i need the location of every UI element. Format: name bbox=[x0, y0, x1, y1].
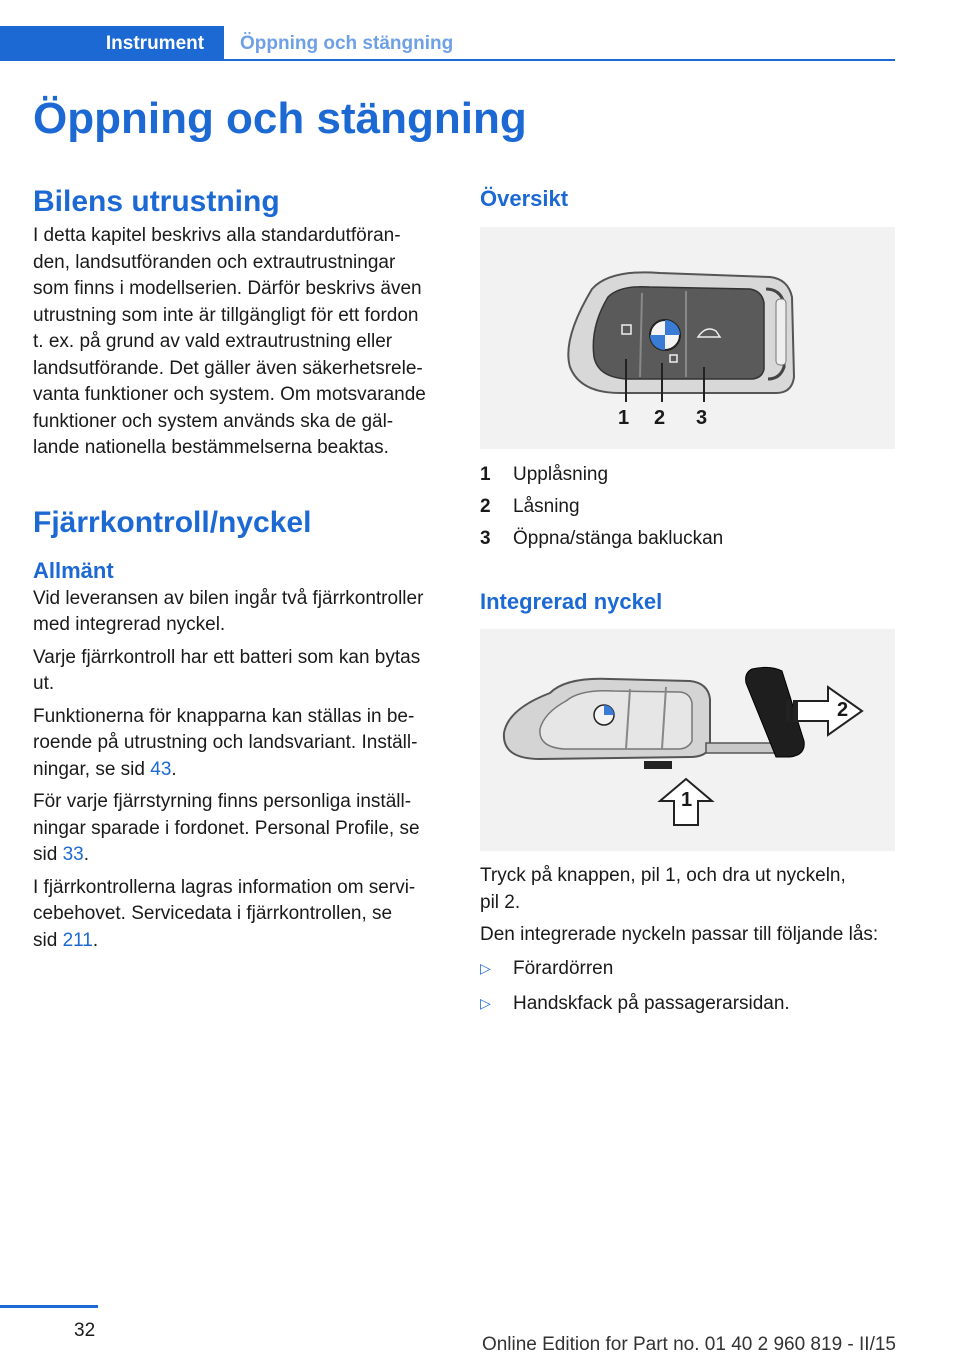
tab-instrument[interactable]: Instrument bbox=[0, 26, 224, 61]
text-line: För varje fjärrstyrning finns personliga inställ‐ bbox=[33, 791, 412, 812]
list-item-number: 3 bbox=[480, 528, 491, 549]
list-item-number: 2 bbox=[480, 496, 491, 517]
text-line: Vid leveransen av bilen ingår två fjärrkontroller bbox=[33, 587, 424, 609]
text-line: I fjärrkontrollerna lagras information om servi‐ bbox=[33, 876, 416, 898]
integrated-key-figure bbox=[480, 629, 895, 851]
paragraph-installningar bbox=[33, 789, 448, 869]
text-line: pil 2. bbox=[480, 891, 521, 913]
section-title-fjarrkontroll: Fjärrkontroll/nyckel bbox=[33, 505, 312, 539]
text-line: utrustning som inte är tillgängligt för ett fordon bbox=[33, 304, 419, 326]
list-item bbox=[480, 523, 898, 555]
section-bilens-utrustning-text bbox=[33, 223, 448, 462]
text-line: Funktionerna för knapparna kan ställas in be‐ bbox=[33, 705, 415, 727]
subsection-title-oversikt: Översikt bbox=[480, 186, 569, 211]
integrated-key-illustration bbox=[480, 629, 895, 851]
text-line: t. ex. på grund av vald extrautrustning eller bbox=[33, 331, 393, 352]
section-title-bilens-utrustning: Bilens utrustning bbox=[33, 185, 280, 218]
page-number: 32 bbox=[74, 1320, 96, 1341]
page-title: Öppning och stängning bbox=[33, 94, 527, 143]
list-item bbox=[480, 459, 898, 491]
lock-list bbox=[480, 951, 898, 1021]
text-line: funktioner och system används ska de gäl‐ bbox=[33, 410, 394, 432]
triangle-bullet-icon: ▷ bbox=[480, 959, 491, 976]
list-item-label: Låsning bbox=[513, 496, 580, 517]
text-punct: . bbox=[83, 844, 89, 865]
text-punct: . bbox=[171, 758, 177, 780]
text-line: med integrerad nyckel. bbox=[33, 614, 226, 635]
text-line: Varje fjärrkontroll har ett batteri som kan bytas bbox=[33, 646, 421, 668]
page-link-33[interactable]: 33 bbox=[62, 844, 84, 865]
left-column bbox=[33, 183, 448, 954]
text-line: sid bbox=[33, 844, 63, 865]
subsection-title-allmant: Allmänt bbox=[33, 557, 114, 583]
paragraph-funktioner bbox=[33, 704, 448, 784]
page-link-43[interactable]: 43 bbox=[150, 758, 172, 780]
text-line: som finns i modellserien. Därför beskrivs även bbox=[33, 278, 422, 299]
overview-list bbox=[480, 459, 898, 555]
list-item bbox=[480, 986, 898, 1021]
text-line: Tryck på knappen, pil 1, och dra ut nyckeln, bbox=[480, 865, 846, 886]
text-punct: . bbox=[92, 929, 99, 951]
figure2-label-2: 2 bbox=[837, 699, 849, 721]
text-line: ningar sparade i fordonet. Personal Profile, se bbox=[33, 817, 420, 839]
paragraph-batteri bbox=[33, 645, 448, 698]
figure2-label-1: 1 bbox=[681, 789, 693, 811]
key-fob-overview-figure bbox=[480, 227, 895, 449]
figure1-label-1: 1 bbox=[618, 407, 630, 429]
text-line: vanta funktioner och system. Om motsvarande bbox=[33, 384, 426, 405]
list-item-label: Förardörren bbox=[513, 957, 614, 979]
header-tabs bbox=[0, 26, 895, 62]
footer-edition: Online Edition for Part no. 01 40 2 960 819 - II/15 bbox=[481, 1334, 896, 1355]
header-divider bbox=[0, 59, 895, 61]
text-line: I detta kapitel beskrivs alla standardutföran‐ bbox=[33, 225, 401, 246]
list-item-label: Upplåsning bbox=[513, 464, 609, 485]
triangle-bullet-icon: ▷ bbox=[480, 994, 491, 1011]
list-item-number: 1 bbox=[480, 464, 491, 485]
subsection-title-integrerad-nyckel: Integrerad nyckel bbox=[480, 589, 663, 614]
figure1-label-3: 3 bbox=[696, 407, 708, 429]
text-line: ut. bbox=[33, 673, 55, 694]
right-column bbox=[480, 183, 898, 1021]
paragraph-integrerade-nyckeln: Den integrerade nyckeln passar till följande lås: bbox=[480, 924, 879, 945]
text-line: lande nationella bestämmelserna beaktas. bbox=[33, 437, 389, 458]
list-item bbox=[480, 951, 898, 986]
figure1-label-2: 2 bbox=[654, 407, 666, 429]
list-item-label: Öppna/stänga bakluckan bbox=[513, 528, 724, 549]
page-link-211[interactable]: 211 bbox=[62, 929, 93, 951]
tab-oppning-och-stangning[interactable]: Öppning och stängning bbox=[240, 33, 454, 54]
text-line: ningar, se sid bbox=[33, 758, 151, 780]
key-fob-overview-illustration bbox=[480, 227, 895, 449]
text-line: roende på utrustning och landsvariant. Inställ‐ bbox=[33, 732, 418, 753]
list-item-label: Handskfack på passagerarsidan. bbox=[513, 992, 790, 1014]
paragraph-leverans bbox=[33, 586, 448, 639]
paragraph-tryck-pa-knappen bbox=[480, 863, 898, 916]
list-item bbox=[480, 491, 898, 523]
text-line: landsutförande. Det gäller även säkerhetsrele‐ bbox=[33, 357, 423, 379]
paragraph-service bbox=[33, 875, 448, 955]
text-line: den, landsutföranden och extrautrustningar bbox=[33, 251, 396, 273]
text-line: cebehovet. Servicedata i fjärrkontrollen, se bbox=[33, 903, 393, 924]
text-line: sid bbox=[33, 929, 63, 951]
footer-divider bbox=[0, 1305, 98, 1308]
